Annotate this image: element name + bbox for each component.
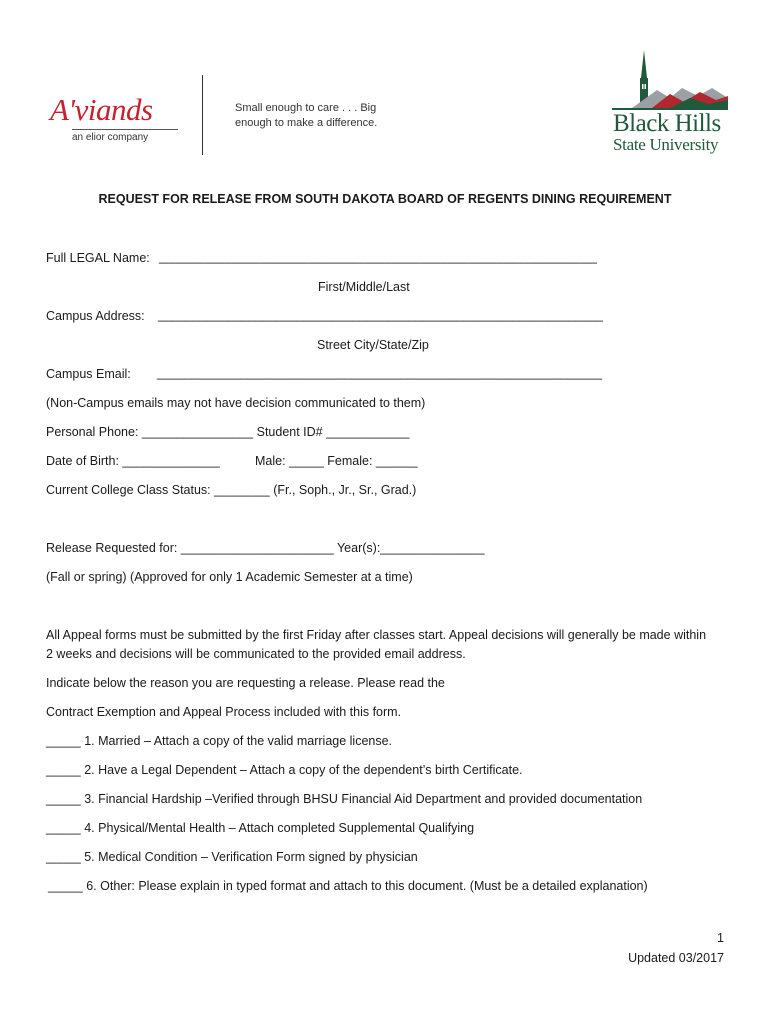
bhsu-spire-mountains-icon [612,48,728,112]
bhsu-logo [612,48,728,160]
name-hint: First/Middle/Last [318,280,410,294]
name-field[interactable]: _______________________________________________________________ [159,250,597,264]
aviands-wordmark: A'viands [50,92,153,127]
tagline-line-2: enough to make a difference. [235,117,378,129]
reason-other[interactable]: _____ 6. Other: Please explain in typed format and attach to this document. (Must be a detailed explanation) [48,879,648,893]
release-requested-field[interactable]: Release Requested for: ______________________ Year(s):_______________ [46,541,485,555]
reason-medical-condition[interactable]: _____ 5. Medical Condition – Verification Form signed by physician [46,850,418,864]
reason-financial-hardship[interactable]: _____ 3. Financial Hardship –Verified through BHSU Financial Aid Department and provided documentation [46,792,643,806]
appeal-text-line-2: 2 weeks and decisions will be communicated to the provided email address. [46,647,466,661]
bhsu-name-line-2: State University [613,135,719,154]
indicate-text-line-1: Indicate below the reason you are requesting a release. Please read the [46,676,445,690]
date-of-birth-field[interactable]: Date of Birth: ______________ [46,454,220,468]
header-divider [202,75,203,155]
address-hint: Street City/State/Zip [317,338,429,352]
phone-student-id-field[interactable]: Personal Phone: ________________ Student ID# ____________ [46,425,410,439]
form-title: REQUEST FOR RELEASE FROM SOUTH DAKOTA BOARD OF REGENTS DINING REQUIREMENT [98,192,672,206]
appeal-text-line-1: All Appeal forms must be submitted by the first Friday after classes start. Appeal decisions will generally be made within [46,628,707,642]
tagline [235,101,377,131]
bhsu-name-line-1: Black Hills [613,110,721,137]
release-note: (Fall or spring) (Approved for only 1 Academic Semester at a time) [46,570,413,584]
reason-legal-dependent[interactable]: _____ 2. Have a Legal Dependent – Attach a copy of the dependent’s birth Certificate. [46,763,523,777]
aviands-logo [50,92,185,152]
page-number: 1 [717,931,724,945]
indicate-text-line-2: Contract Exemption and Appeal Process included with this form. [46,705,402,719]
reason-physical-mental-health[interactable]: _____ 4. Physical/Mental Health – Attach completed Supplemental Qualifying [46,821,475,835]
tagline-line-1: Small enough to care . . . Big [235,102,377,114]
gender-field[interactable]: Male: _____ Female: ______ [255,454,418,468]
address-field[interactable]: ________________________________________________________________ [158,308,603,322]
updated-date: Updated 03/2017 [628,951,724,965]
email-note: (Non-Campus emails may not have decision communicated to them) [46,396,426,410]
aviands-rule [72,129,178,130]
class-status-field[interactable]: Current College Class Status: ________ (Fr., Soph., Jr., Sr., Grad.) [46,483,417,497]
email-field[interactable]: ________________________________________________________________ [157,366,602,380]
name-label: Full LEGAL Name: [46,251,150,265]
aviands-subtitle: an elior company [72,132,149,143]
page-footer [628,928,724,968]
reason-married[interactable]: _____ 1. Married – Attach a copy of the valid marriage license. [46,734,393,748]
email-label: Campus Email: [46,367,131,381]
address-label: Campus Address: [46,309,145,323]
